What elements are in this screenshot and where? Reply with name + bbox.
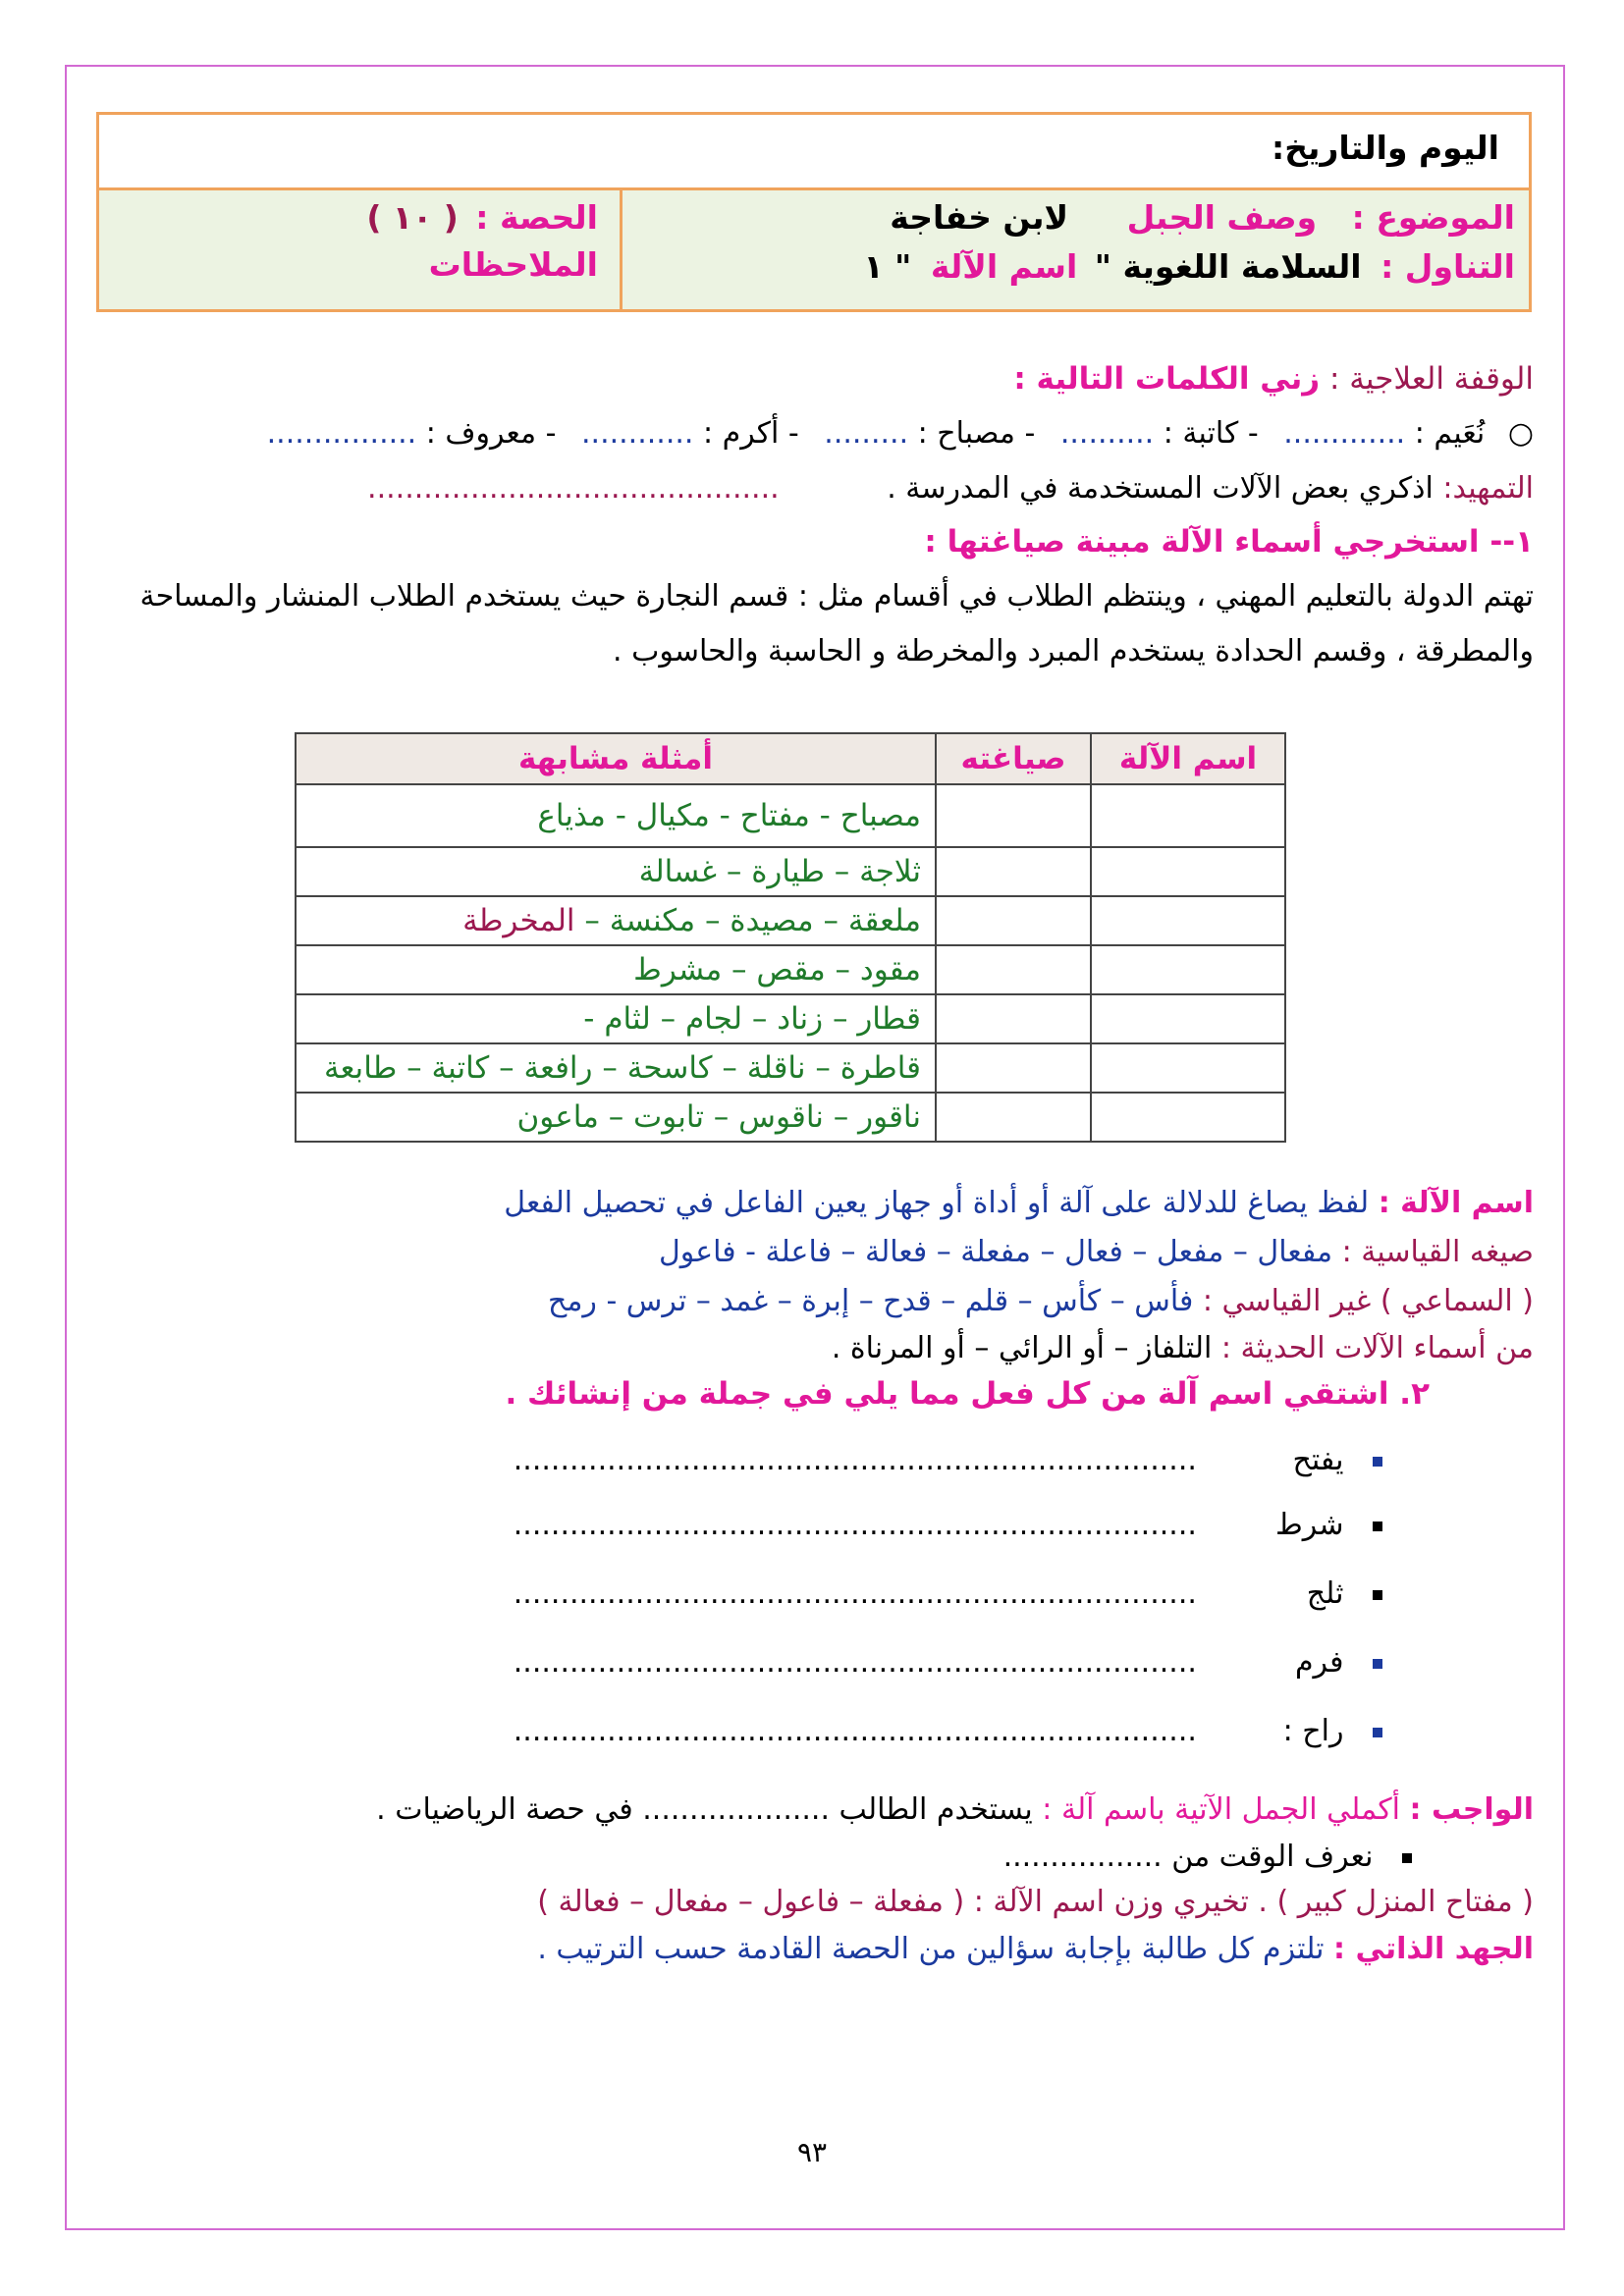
topic-author: لابن خفاجة — [890, 198, 1069, 237]
table-row — [296, 1043, 1285, 1093]
remedial-words — [267, 416, 1534, 451]
example-cell: ثلاجة – طيارة – غسالة — [296, 847, 936, 896]
example-highlight: المخرطة — [462, 903, 575, 938]
square-bullet-icon — [1373, 1522, 1382, 1531]
regular-label: صيغه القياسية : — [1341, 1235, 1534, 1269]
topic-value: وصف الجبل — [1126, 198, 1318, 237]
remedial-blank: ............ — [581, 416, 694, 451]
page-number: ٩٣ — [797, 2136, 828, 2168]
machine-names-table — [295, 732, 1286, 1143]
remedial-blank: ................ — [266, 416, 417, 451]
answer-cell[interactable] — [936, 1043, 1091, 1093]
irregular-forms-line — [548, 1284, 1534, 1318]
square-bullet-icon — [1373, 1728, 1382, 1737]
verb-row — [514, 1443, 1382, 1477]
irregular-label: ( السماعي ) غير القياسي : — [1202, 1284, 1534, 1318]
definition-line — [504, 1186, 1534, 1220]
homework-instruction: أكملي الجمل الآتية باسم آلة : — [1042, 1792, 1400, 1827]
answer-cell[interactable] — [1091, 784, 1285, 847]
remedial-instruction: زني الكلمات التالية : — [1013, 361, 1321, 397]
answer-cell[interactable] — [1091, 1093, 1285, 1142]
answer-cell[interactable] — [936, 994, 1091, 1043]
table-row — [296, 784, 1285, 847]
verb-answer-line[interactable]: ......................................................................... — [513, 1508, 1197, 1542]
verb-word: شرط — [1275, 1508, 1344, 1542]
date-label: اليوم والتاريخ: — [1272, 129, 1499, 167]
homework-item — [1003, 1840, 1412, 1874]
remedial-blank: ......... — [824, 416, 909, 451]
example-cell: قاطرة – ناقلة – كاسحة – رافعة – كاتبة – طابعة — [296, 1043, 936, 1093]
intro-label: التمهيد: — [1442, 471, 1534, 506]
header-divider — [620, 190, 623, 309]
remedial-blank: ............. — [1283, 416, 1406, 451]
answer-cell[interactable] — [1091, 1043, 1285, 1093]
table-header: صياغته — [936, 733, 1091, 784]
self-effort-text: تلتزم كل طالبة بإجابة سؤالين من الحصة القادمة حسب الترتيب . — [537, 1932, 1325, 1966]
verb-row — [514, 1576, 1382, 1611]
remedial-word: - معروف : — [425, 416, 557, 451]
square-bullet-icon — [1373, 1590, 1382, 1600]
treatment-label: التناول : — [1380, 247, 1515, 286]
table-header: اسم الآلة — [1091, 733, 1285, 784]
answer-cell[interactable] — [936, 896, 1091, 945]
verb-word: ثلج — [1306, 1576, 1344, 1611]
treatment-number: " ١ — [863, 247, 912, 286]
irregular-text: فأس – كأس – قلم – قدح – إبرة – غمد – ترس - رمح — [547, 1284, 1194, 1318]
verb-answer-line[interactable]: ......................................................................... — [513, 1714, 1197, 1748]
intro-blank: ............................................ — [367, 471, 780, 506]
square-bullet-icon — [1373, 1457, 1382, 1467]
verb-answer-line[interactable]: ......................................................................... — [513, 1576, 1197, 1611]
homework-sentence: ( مفتاح المنزل كبير ) . تخيري وزن اسم الآلة : ( مفعلة – فاعول – مفعال – فعالة ) — [537, 1885, 1534, 1919]
answer-cell[interactable] — [936, 784, 1091, 847]
table-row — [296, 994, 1285, 1043]
notes-label: الملاحظات — [428, 245, 598, 284]
intro-text: اذكري بعض الآلات المستخدمة في المدرسة . — [887, 471, 1434, 506]
q1-paragraph-line1: تهتم الدولة بالتعليم المهني ، وينتظم الطلاب في أقسام مثل : قسم النجارة حيث يستخدم الطلاب المنشار والمساحة — [139, 579, 1534, 614]
q1-title: ١-- استخرجي أسماء الآلة مبينة صياغتها : — [924, 524, 1534, 560]
answer-cell[interactable] — [1091, 847, 1285, 896]
example-cell — [296, 896, 936, 945]
table-row — [296, 847, 1285, 896]
remedial-word: - مصباح : — [917, 416, 1036, 451]
example-cell: قطار – زناد – لجام – لثام - — [296, 994, 936, 1043]
treatment-item: اسم الآلة — [930, 247, 1078, 286]
regular-forms-line — [659, 1235, 1534, 1269]
treatment-value: السلامة اللغوية " — [1094, 247, 1362, 286]
homework-line — [376, 1792, 1534, 1827]
remedial-title: الوقفة العلاجية : — [1329, 361, 1534, 397]
remedial-word: - أكرم : — [702, 416, 799, 451]
answer-cell[interactable] — [936, 1093, 1091, 1142]
answer-cell[interactable] — [936, 847, 1091, 896]
square-bullet-icon — [1373, 1659, 1382, 1669]
example-text: ملعقة – مصيدة – مكنسة – — [574, 903, 921, 938]
verb-row — [514, 1645, 1382, 1680]
verb-answer-line[interactable]: ......................................................................... — [513, 1443, 1197, 1477]
circle-bullet-icon: ○ — [1507, 416, 1534, 451]
q1-paragraph-line2: والمطرقة ، وقسم الحدادة يستخدم المبرد والمخرطة و الحاسبة والحاسوب . — [613, 634, 1534, 668]
homework-sentence: يستخدم الطالب .................... في حصة الرياضيات . — [376, 1792, 1033, 1827]
date-box — [96, 112, 1532, 190]
remedial-word: - كاتبة : — [1163, 416, 1259, 451]
lesson-label: الحصة : — [475, 198, 598, 237]
table-row — [296, 945, 1285, 994]
lesson-value: ( ١٠ ) — [366, 198, 459, 237]
lesson-number-line — [366, 198, 598, 237]
modern-label: من أسماء الآلات الحديثة : — [1220, 1331, 1534, 1365]
verb-row — [514, 1508, 1382, 1542]
modern-text: التلفاز – أو الرائي – أو المرناة . — [831, 1331, 1213, 1365]
intro-line — [367, 471, 1534, 506]
verb-answer-line[interactable]: ......................................................................... — [513, 1645, 1197, 1680]
remedial-word: نُعَيم : — [1414, 416, 1486, 451]
table-row — [296, 896, 1285, 945]
remedial-blank: .......... — [1059, 416, 1155, 451]
q2-title: ٢. اشتقي اسم آلة من كل فعل مما يلي في جملة من إنشائك . — [505, 1376, 1430, 1412]
modern-machines-line — [832, 1331, 1534, 1365]
answer-cell[interactable] — [1091, 994, 1285, 1043]
table-header: أمثلة مشابهة — [296, 733, 936, 784]
answer-cell[interactable] — [1091, 945, 1285, 994]
verb-word: راح : — [1282, 1714, 1344, 1748]
example-cell: مقود – مقص – مشرط — [296, 945, 936, 994]
definition-text: لفظ يصاغ للدلالة على آلة أو أداة أو جهاز يعين الفاعل في تحصيل الفعل — [504, 1186, 1370, 1220]
table-row — [296, 1093, 1285, 1142]
homework-label: الواجب : — [1409, 1792, 1534, 1827]
square-bullet-icon — [1402, 1853, 1412, 1863]
answer-cell[interactable] — [936, 945, 1091, 994]
example-cell: مصباح - مفتاح - مكيال - مذياع — [296, 784, 936, 847]
self-effort-label: الجهد الذاتي : — [1333, 1932, 1534, 1966]
verb-row — [514, 1714, 1382, 1748]
definition-label: اسم الآلة : — [1378, 1186, 1534, 1220]
homework-sentence: نعرف الوقت من ................. — [1002, 1840, 1374, 1874]
verb-word: يفتح — [1292, 1443, 1344, 1477]
answer-cell[interactable] — [1091, 896, 1285, 945]
self-effort-line — [537, 1932, 1534, 1966]
topic-label: الموضوع : — [1351, 198, 1515, 237]
lesson-info-box — [96, 190, 1532, 312]
verb-word: فرم — [1294, 1645, 1344, 1680]
treatment-line — [864, 247, 1516, 286]
example-cell: ناقور – ناقوس – تابوت – ماعون — [296, 1093, 936, 1142]
table-header-row — [296, 733, 1285, 784]
regular-text: مفعال – مفعل – فعال – مفعلة – فعالة – فاعلة - فاعول — [658, 1235, 1333, 1269]
remedial-heading — [1013, 361, 1534, 397]
topic-line — [890, 198, 1515, 237]
